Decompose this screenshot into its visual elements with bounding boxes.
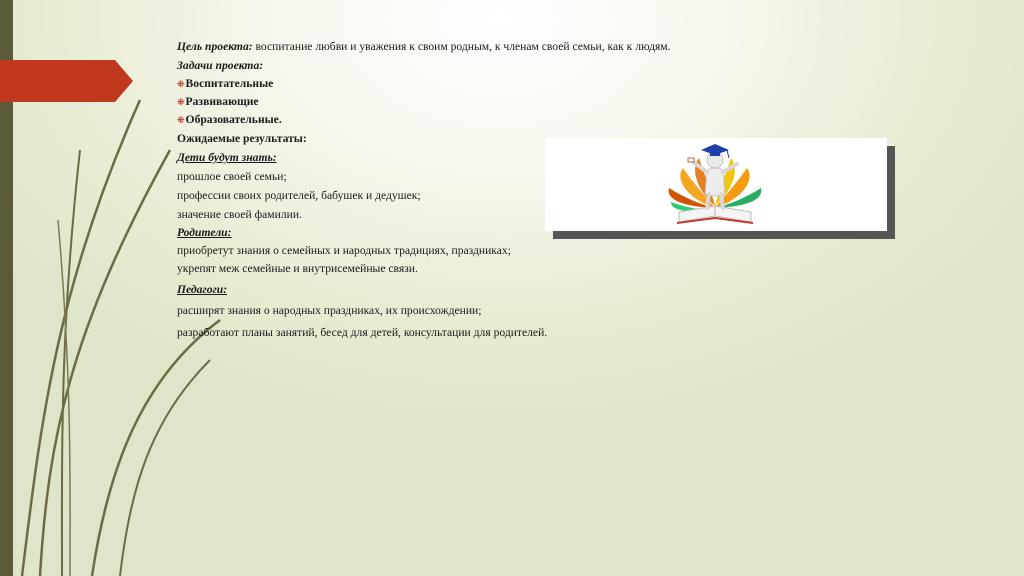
teachers-item: расширят знания о народных праздниках, их происхождении; — [177, 304, 482, 317]
task-item-label: Воспитательные — [185, 77, 274, 90]
task-item-label: Развивающие — [185, 95, 259, 108]
children-label: Дети будут знать: — [177, 151, 277, 164]
task-item — [177, 77, 273, 91]
goal-label: Цель проекта: — [177, 40, 253, 53]
graduate-figure-on-open-book-icon — [665, 138, 765, 231]
tasks-label: Задачи проекта: — [177, 59, 264, 72]
goal-line — [177, 40, 671, 54]
children-item: профессии своих родителей, бабушек и дедушек; — [177, 189, 421, 202]
parents-item: укрепят меж семейные и внутрисемейные связи. — [177, 262, 418, 275]
children-item: прошлое своей семьи; — [177, 170, 287, 183]
goal-text: воспитание любви и уважения к своим родным, к членам своей семьи, как к людям. — [252, 40, 671, 53]
bullet-icon: ⁜ — [177, 115, 185, 125]
parents-label: Родители: — [177, 226, 232, 239]
bullet-icon: ⁜ — [177, 97, 185, 107]
red-arrow-banner — [0, 60, 140, 102]
illustration-card — [545, 138, 887, 231]
teachers-label: Педагоги: — [177, 283, 228, 296]
teachers-item: разработают планы занятий, бесед для детей, консультации для родителей. — [177, 326, 548, 339]
task-item-label: Образовательные. — [185, 113, 282, 126]
task-item — [177, 113, 282, 127]
task-item — [177, 95, 259, 109]
bullet-icon: ⁜ — [177, 79, 185, 89]
parents-item: приобретут знания о семейных и народных традициях, праздниках; — [177, 244, 511, 257]
children-item: значение своей фамилии. — [177, 208, 302, 221]
results-title: Ожидаемые результаты: — [177, 132, 307, 145]
